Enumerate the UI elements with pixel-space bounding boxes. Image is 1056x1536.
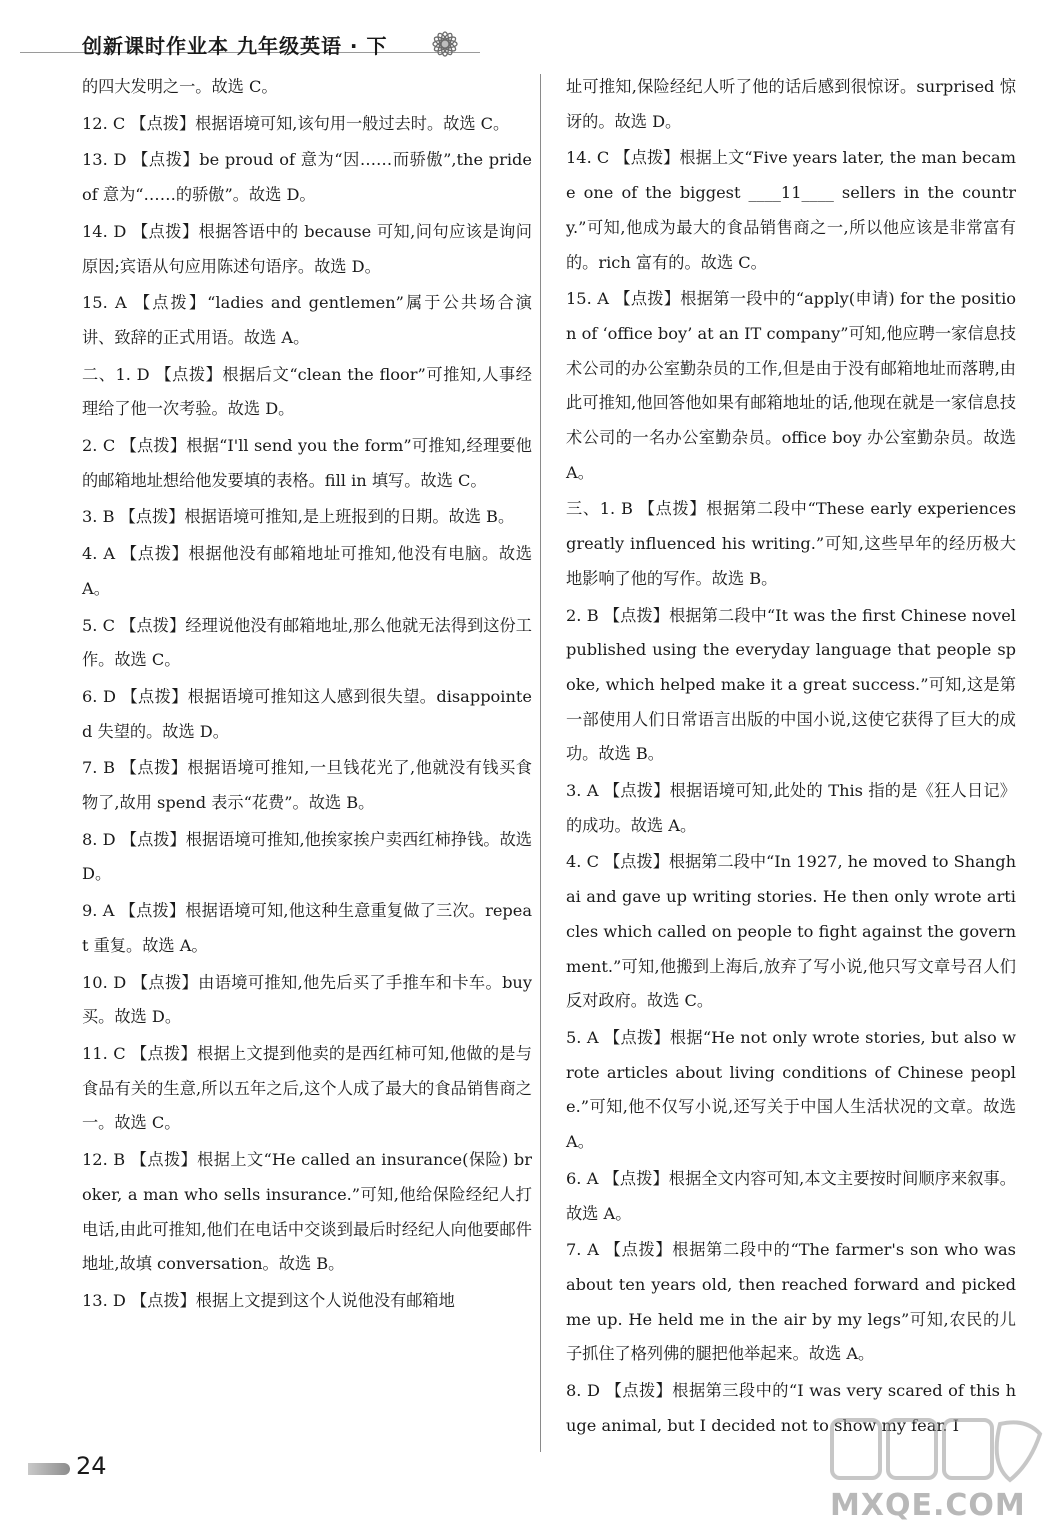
left-answer-item: 13. D 【点拨】根据上文提到这个人说他没有邮箱地 [82, 1290, 455, 1310]
left-answer-item: 7. B 【点拨】根据语境可推知,一旦钱花光了,他就没有钱买食物了,故用 spend 表示“花费”。故选 B。 [82, 758, 532, 813]
right-answer-item: 6. A 【点拨】根据全文内容可知,本文主要按时间顺序来叙事。故选 A。 [566, 1168, 1016, 1223]
left-answer-item: 13. D 【点拨】be proud of 意为“因……而骄傲”,the pride of 意为“……的骄傲”。故选 D。 [82, 150, 532, 205]
page-number-tab [28, 1463, 70, 1475]
left-answer-item: 11. C 【点拨】根据上文提到他卖的是西红柿可知,他做的是与食品有关的生意,所以五年之后,这个人成了最大的食品销售商之一。故选 C。 [82, 1043, 532, 1133]
left-answer-item: 3. B 【点拨】根据语境可推知,是上班报到的日期。故选 B。 [82, 507, 515, 527]
right-answer-item: 三、1. B 【点拨】根据第二段中“These early experiences greatly influenced his writing.”可知,这些早年的经历极大地影响了他的写作。故选 B。 [566, 499, 1016, 588]
right-answer-item: 址可推知,保险经纪人听了他的话后感到很惊讶。surprised 惊讶的。故选 D。 [566, 77, 1016, 131]
left-answer-item: 5. C 【点拨】经理说他没有邮箱地址,那么他就无法得到这份工作。故选 C。 [82, 615, 532, 670]
left-answer-item: 15. A 【点拨】“ladies and gentlemen”属于公共场合演讲、致辞的正式用语。故选 A。 [82, 293, 532, 347]
left-answer-item: 14. D 【点拨】根据答语中的 because 可知,问句应该是询问原因;宾语从句应用陈述句语序。故选 D。 [82, 221, 532, 276]
left-answer-item: 2. C 【点拨】根据“I'll send you the form”可推知,经理要他的邮箱地址想给他发要填的表格。fill in 填写。故选 C。 [82, 436, 532, 490]
right-answer-item: 4. C 【点拨】根据第二段中“In 1927, he moved to Shanghai and gave up writing stories. He then only wrote articles which called on people to fight against the government.”可知,他搬到上海后,放弃了写小说,他只写文章号召人们反对政府。故选 C。 [566, 852, 1016, 1011]
left-answer-item: 4. A 【点拨】根据他没有邮箱地址可推知,他没有电脑。故选 A。 [82, 544, 532, 598]
page-number: 24 [76, 1452, 107, 1480]
left-answer-item: 二、1. D 【点拨】根据后文“clean the floor”可推知,人事经理给了他一次考验。故选 D。 [82, 364, 532, 419]
right-answer-item: 3. A 【点拨】根据语境可知,此处的 This 指的是《狂人日记》的成功。故选 A。 [566, 781, 1016, 835]
column-divider [540, 74, 541, 1452]
left-answer-item: 9. A 【点拨】根据语境可知,他这种生意重复做了三次。repeat 重复。故选 A。 [82, 901, 532, 955]
watermark-text: MXQE.COM [830, 1488, 1026, 1523]
right-answer-item: 14. C 【点拨】根据上文“Five years later, the man became one of the biggest ____11____ sellers in the country.”可知,他成为最大的食品销售商之一,所以他应该是非常富有的。rich 富有的。故选 C。 [566, 148, 1016, 272]
left-answer-item: 的四大发明之一。故选 C。 [82, 77, 278, 96]
left-answer-item: 12. B 【点拨】根据上文“He called an insurance(保险) broker, a man who sells insurance.”可知,他给保险经纪人打电话,由此可推知,他们在电话中交谈到最后时经纪人向他要邮件地址,故填 conversation。故选 B。 [82, 1150, 532, 1274]
flower-icon [418, 22, 472, 66]
left-answer-item: 10. D 【点拨】由语境可推知,他先后买了手推车和卡车。buy 买。故选 D。 [82, 972, 532, 1027]
left-answer-item: 8. D 【点拨】根据语境可推知,他挨家挨户卖西红柿挣钱。故选 D。 [82, 829, 532, 884]
right-answer-item: 8. D 【点拨】根据第三段中的“I was very scared of this huge animal, but I decided not to show my fear. I [566, 1381, 1016, 1435]
header-title: 创新课时作业本 九年级英语 · 下 [82, 34, 388, 58]
right-answer-item: 2. B 【点拨】根据第二段中“It was the first Chinese novel published using the everyday language that people spoke, which helped make it a great success.”可知,这是第一部使用人们日常语言出版的中国小说,这使它获得了巨大的成功。故选 B。 [566, 605, 1016, 764]
right-answer-item: 7. A 【点拨】根据第二段中的“The farmer's son who was about ten years old, then reached forward and picked me up. He held me in the air by my legs”可知,农民的儿子抓住了格列佛的腿把他举起来。故选 A。 [566, 1240, 1016, 1364]
right-answer-item: 15. A 【点拨】根据第一段中的“apply(申请) for the position of ‘office boy’ at an IT company”可知,他应聘一家信息技术公司的办公室勤杂员的工作,但是由于没有邮箱地址而落聘,由此可推知,他回答他如果有邮箱地址的话,他现在就是一家信息技术公司的一名办公室勤杂员。office boy 办公室勤杂员。故选 A。 [566, 289, 1016, 482]
right-column [566, 70, 1016, 1445]
page-header [0, 0, 1056, 70]
left-answer-item: 6. D 【点拨】根据语境可推知这人感到很失望。disappointed 失望的。故选 D。 [82, 686, 532, 741]
left-answer-item: 12. C 【点拨】根据语境可知,该句用一般过去时。故选 C。 [82, 113, 510, 133]
left-column [82, 70, 532, 1321]
right-answer-item: 5. A 【点拨】根据“He not only wrote stories, but also wrote articles about living conditions of Chinese people.”可知,他不仅写小说,还写关于中国人生活状况的文章。故选 A。 [566, 1027, 1016, 1152]
